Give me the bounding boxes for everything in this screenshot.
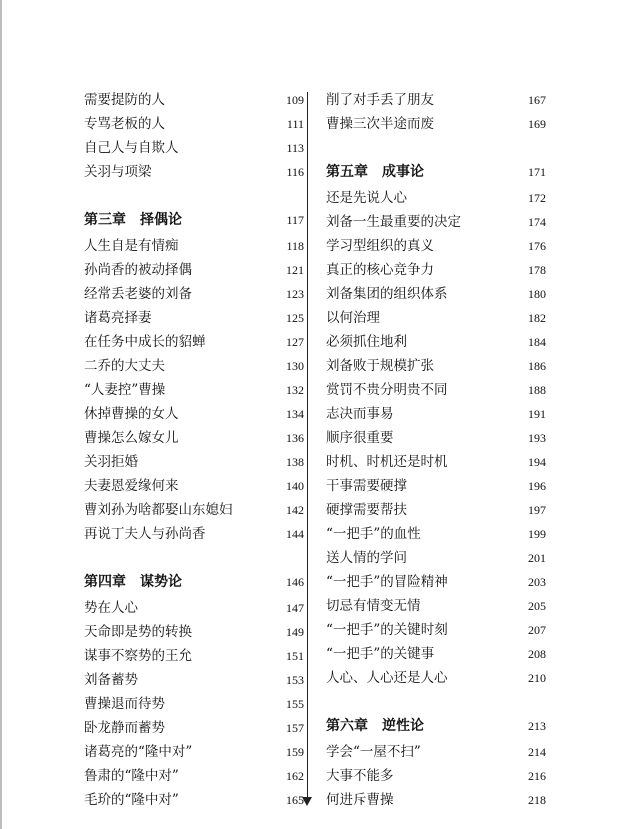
toc-entry-page-number: 174 (528, 215, 546, 229)
toc-entry-title: 二乔的大丈夫 (84, 358, 165, 374)
column-divider (307, 92, 308, 800)
toc-entry-title: 硬撑需要帮扶 (326, 502, 407, 518)
toc-entry-page-number: 113 (286, 141, 304, 155)
toc-chapter-heading[interactable] (84, 570, 304, 594)
toc-entry-title: 削了对手丢了朋友 (326, 92, 434, 108)
toc-entry-title: 刘备集团的组织体系 (326, 286, 448, 302)
toc-entry-page-number: 123 (286, 287, 304, 301)
toc-entry[interactable] (84, 354, 304, 378)
toc-entry[interactable] (84, 740, 304, 764)
toc-entry[interactable] (326, 570, 546, 594)
toc-chapter-heading[interactable] (326, 160, 546, 184)
toc-entry[interactable] (326, 282, 546, 306)
toc-entry-page-number: 193 (528, 431, 546, 445)
toc-entry[interactable] (84, 716, 304, 740)
toc-entry[interactable] (84, 596, 304, 620)
toc-entry-title: 刘备败于规模扩张 (326, 358, 434, 374)
toc-entry[interactable] (326, 306, 546, 330)
toc-entry[interactable] (326, 498, 546, 522)
toc-entry[interactable] (84, 234, 304, 258)
toc-entry-title: 赏罚不贵分明贵不同 (326, 382, 448, 398)
toc-entry-title: 时机、时机还是时机 (326, 454, 448, 470)
toc-entry-title: 鲁肃的“隆中对” (84, 768, 179, 784)
toc-entry-title: 自己人与自欺人 (84, 140, 179, 156)
toc-entry-page-number: 197 (528, 503, 546, 517)
toc-entry-title: “一把手”的血性 (326, 526, 421, 542)
toc-entry[interactable] (326, 546, 546, 570)
toc-entry-title: 人生自是有情痴 (84, 238, 179, 254)
toc-entry-title: 需要提防的人 (84, 92, 165, 108)
toc-entry-title: 诸葛亮的“隆中对” (84, 744, 193, 760)
toc-entry-title: 第五章 成事论 (326, 164, 424, 180)
toc-entry-title: 顺序很重要 (326, 430, 394, 446)
toc-entry[interactable] (84, 402, 304, 426)
toc-entry-page-number: 186 (528, 359, 546, 373)
toc-chapter-heading[interactable] (84, 208, 304, 232)
toc-entry[interactable] (84, 474, 304, 498)
toc-entry-page-number: 167 (528, 93, 546, 107)
toc-entry-title: 在任务中成长的貂蝉 (84, 334, 206, 350)
toc-entry-title: 以何治理 (326, 310, 380, 326)
toc-entry-title: 真正的核心竞争力 (326, 262, 434, 278)
toc-entry-title: 卧龙静而蓄势 (84, 720, 165, 736)
toc-entry-title: “一把手”的冒险精神 (326, 574, 448, 590)
toc-entry-page-number: 142 (286, 503, 304, 517)
toc-entry[interactable] (84, 668, 304, 692)
toc-entry-title: 势在人心 (84, 600, 138, 616)
toc-entry-title: 夫妻恩爱缘何来 (84, 478, 179, 494)
toc-entry[interactable] (84, 378, 304, 402)
toc-entry[interactable] (84, 764, 304, 788)
toc-chapter-heading[interactable] (326, 714, 546, 738)
toc-entry-title: 还是先说人心 (326, 190, 407, 206)
toc-entry-page-number: 157 (286, 721, 304, 735)
toc-entry[interactable] (84, 282, 304, 306)
toc-entry-title: 学会“一屋不扫” (326, 744, 421, 760)
toc-entry-page-number: 207 (528, 623, 546, 637)
toc-entry-page-number: 205 (528, 599, 546, 613)
toc-entry-page-number: 182 (528, 311, 546, 325)
toc-entry-page-number: 116 (286, 165, 304, 179)
toc-entry-title: 第四章 谋势论 (84, 574, 182, 590)
toc-entry-page-number: 147 (286, 601, 304, 615)
toc-entry-title: 谋事不察势的王允 (84, 648, 192, 664)
toc-entry-page-number: 176 (528, 239, 546, 253)
toc-entry-page-number: 180 (528, 287, 546, 301)
toc-entry-page-number: 127 (286, 335, 304, 349)
toc-entry[interactable] (326, 210, 546, 234)
toc-entry-page-number: 214 (528, 745, 546, 759)
toc-entry-page-number: 153 (286, 673, 304, 687)
toc-entry-title: 毛玠的“隆中对” (84, 792, 179, 808)
toc-entry-title: 刘备一生最重要的决定 (326, 214, 461, 230)
toc-entry[interactable] (84, 306, 304, 330)
toc-entry[interactable] (84, 692, 304, 716)
toc-entry-page-number: 117 (286, 213, 304, 227)
toc-entry-page-number: 111 (286, 117, 304, 131)
toc-entry[interactable] (326, 764, 546, 788)
toc-entry-title: 经常丢老婆的刘备 (84, 286, 192, 302)
toc-entry-page-number: 172 (528, 191, 546, 205)
toc-entry[interactable] (84, 620, 304, 644)
toc-entry-page-number: 178 (528, 263, 546, 277)
toc-entry-title: 第六章 逆性论 (326, 718, 424, 734)
toc-entry[interactable] (326, 788, 546, 812)
toc-entry[interactable] (326, 234, 546, 258)
toc-entry-title: “一把手”的关键事 (326, 646, 435, 662)
toc-entry[interactable] (326, 450, 546, 474)
toc-entry[interactable] (326, 354, 546, 378)
toc-entry-title: 第三章 择偶论 (84, 212, 182, 228)
toc-entry[interactable] (84, 136, 304, 160)
toc-entry-title: 干事需要硬撑 (326, 478, 407, 494)
toc-entry-title: 刘备蓄势 (84, 672, 138, 688)
toc-entry-title: 休掉曹操的女人 (84, 406, 179, 422)
toc-entry[interactable] (326, 474, 546, 498)
toc-entry-page-number: 203 (528, 575, 546, 589)
toc-entry-title: 切忌有情变无情 (326, 598, 421, 614)
toc-entry[interactable] (326, 330, 546, 354)
toc-entry[interactable] (326, 666, 546, 690)
toc-entry-title: 天命即是势的转换 (84, 624, 192, 640)
toc-entry-title: 送人情的学问 (326, 550, 407, 566)
toc-entry-page-number: 216 (528, 769, 546, 783)
toc-entry-title: “人妻控”曹操 (84, 382, 166, 398)
toc-entry-page-number: 201 (528, 551, 546, 565)
toc-entry-page-number: 144 (286, 527, 304, 541)
toc-entry-page-number: 155 (286, 697, 304, 711)
toc-entry-title: 曹操三次半途而废 (326, 116, 434, 132)
toc-entry-page-number: 136 (286, 431, 304, 445)
toc-entry-page-number: 138 (286, 455, 304, 469)
toc-entry-page-number: 162 (286, 769, 304, 783)
toc-entry[interactable] (326, 402, 546, 426)
toc-entry-page-number: 121 (286, 263, 304, 277)
toc-entry[interactable] (326, 258, 546, 282)
toc-entry-page-number: 171 (528, 165, 546, 179)
toc-entry-page-number: 149 (286, 625, 304, 639)
toc-entry-title: 再说丁夫人与孙尚香 (84, 526, 206, 542)
page-left-edge (0, 0, 2, 829)
toc-entry[interactable] (326, 186, 546, 210)
toc-entry-title: 志决而事易 (326, 406, 394, 422)
toc-entry-title: 诸葛亮择妻 (84, 310, 152, 326)
toc-entry-title: 曹操退而待势 (84, 696, 165, 712)
toc-entry-page-number: 130 (286, 359, 304, 373)
toc-entry-title: 必须抓住地利 (326, 334, 407, 350)
toc-entry-page-number: 184 (528, 335, 546, 349)
toc-entry[interactable] (84, 258, 304, 282)
toc-entry[interactable] (84, 160, 304, 184)
toc-entry[interactable] (326, 112, 546, 136)
toc-entry-page-number: 159 (286, 745, 304, 759)
toc-entry-title: 孙尚香的被动择偶 (84, 262, 192, 278)
toc-entry-page-number: 146 (286, 575, 304, 589)
toc-entry-title: 曹操怎么嫁女儿 (84, 430, 179, 446)
toc-entry[interactable] (326, 522, 546, 546)
toc-entry[interactable] (326, 378, 546, 402)
toc-entry[interactable] (326, 594, 546, 618)
toc-entry-page-number: 134 (286, 407, 304, 421)
toc-entry-title: “一把手”的关键时刻 (326, 622, 448, 638)
toc-entry-title: 大事不能多 (326, 768, 394, 784)
toc-entry-page-number: 169 (528, 117, 546, 131)
toc-entry-page-number: 194 (528, 455, 546, 469)
toc-entry[interactable] (326, 642, 546, 666)
toc-entry-page-number: 213 (528, 719, 546, 733)
toc-entry-page-number: 125 (286, 311, 304, 325)
toc-entry-page-number: 208 (528, 647, 546, 661)
toc-entry-page-number: 165 (286, 793, 304, 807)
toc-entry[interactable] (326, 740, 546, 764)
toc-entry-title: 曹刘孙为啥都娶山东媳妇 (84, 502, 233, 518)
toc-entry-title: 专骂老板的人 (84, 116, 165, 132)
toc-entry-page-number: 140 (286, 479, 304, 493)
toc-entry-title: 人心、人心还是人心 (326, 670, 448, 686)
toc-entry[interactable] (84, 788, 304, 812)
toc-entry[interactable] (84, 522, 304, 546)
toc-entry-title: 关羽与项梁 (84, 164, 152, 180)
toc-entry-title: 何进斥曹操 (326, 792, 394, 808)
toc-entry[interactable] (84, 426, 304, 450)
toc-entry-page-number: 196 (528, 479, 546, 493)
toc-entry[interactable] (84, 88, 304, 112)
toc-entry-title: 关羽拒婚 (84, 454, 138, 470)
arrow-down-icon (302, 797, 312, 806)
toc-entry-page-number: 218 (528, 793, 546, 807)
toc-entry[interactable] (326, 618, 546, 642)
toc-entry-title: 学习型组织的真义 (326, 238, 434, 254)
toc-entry[interactable] (326, 426, 546, 450)
toc-entry[interactable] (84, 450, 304, 474)
toc-entry-page-number: 191 (528, 407, 546, 421)
toc-entry[interactable] (84, 644, 304, 668)
toc-entry[interactable] (84, 330, 304, 354)
toc-entry-page-number: 118 (286, 239, 304, 253)
toc-entry-page-number: 210 (528, 671, 546, 685)
toc-entry[interactable] (84, 498, 304, 522)
toc-entry-page-number: 199 (528, 527, 546, 541)
toc-entry-page-number: 188 (528, 383, 546, 397)
toc-entry[interactable] (326, 88, 546, 112)
toc-entry-page-number: 132 (286, 383, 304, 397)
toc-entry-page-number: 151 (286, 649, 304, 663)
toc-entry-page-number: 109 (286, 93, 304, 107)
toc-entry[interactable] (84, 112, 304, 136)
